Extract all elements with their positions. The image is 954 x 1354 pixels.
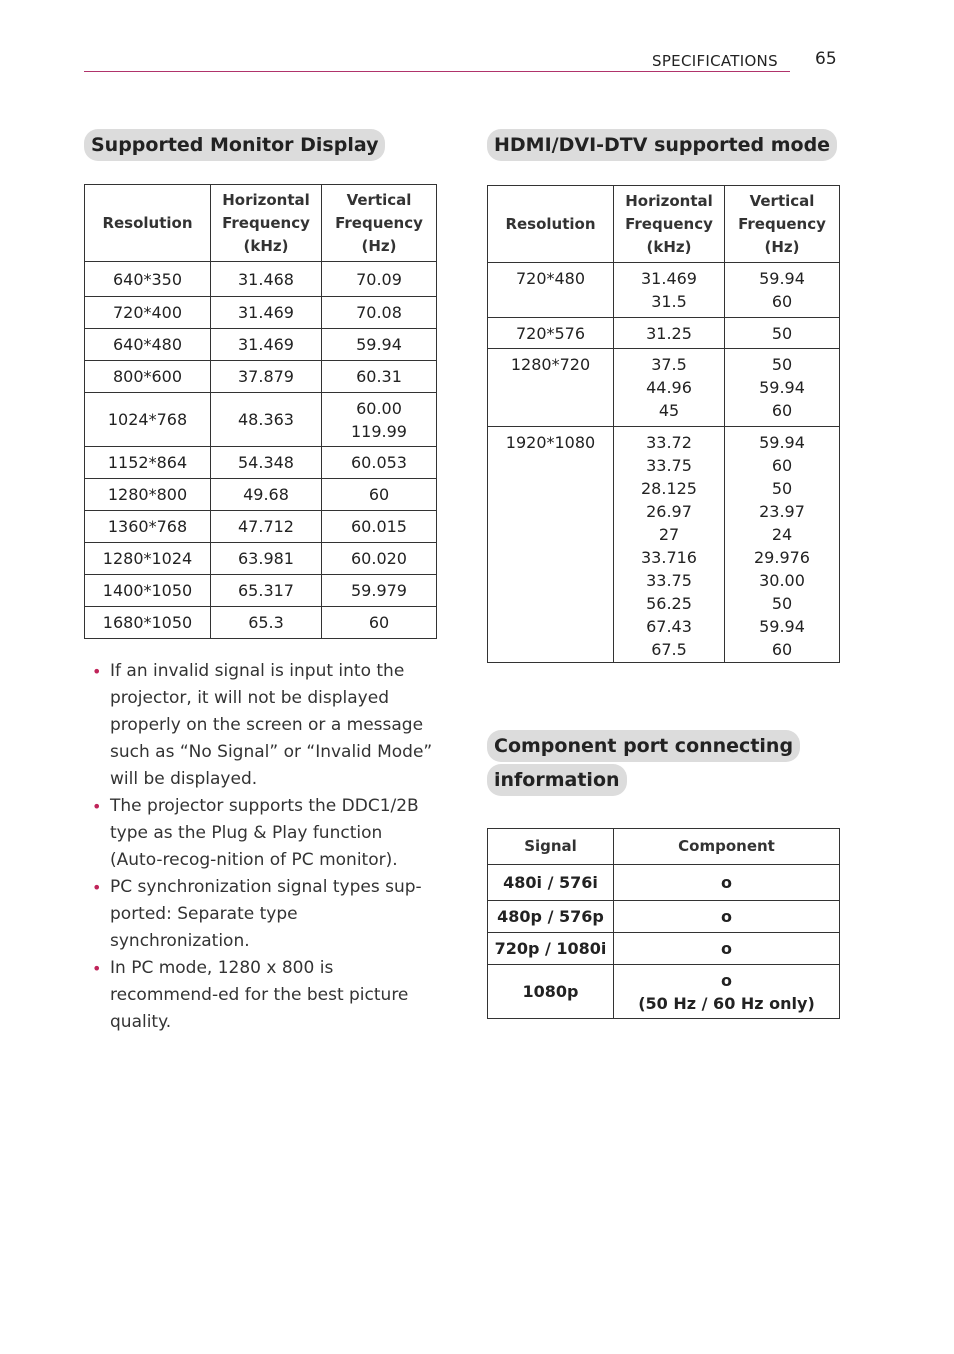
bullet-icon: • <box>92 959 102 978</box>
bullet-icon: • <box>92 797 102 816</box>
table-cell: o <box>614 901 840 933</box>
table-cell: 60.053 <box>322 447 437 479</box>
table-cell: 60.020 <box>322 543 437 575</box>
monitor-section-title: Supported Monitor Display <box>84 129 385 161</box>
hdmi-section-title: HDMI/DVI-DTV supported mode <box>487 129 837 161</box>
component-section-title-cont: information <box>487 764 627 796</box>
column-header: Resolution <box>85 185 211 262</box>
table-header-row <box>488 186 840 263</box>
table-cell: o <box>614 933 840 965</box>
column-header: Component <box>614 829 840 865</box>
table-cell: 1024*768 <box>85 393 211 447</box>
bullet-icon: • <box>92 662 102 681</box>
list-item <box>90 658 440 793</box>
table-row <box>488 427 840 663</box>
table-cell: 60 <box>322 607 437 639</box>
table-cell: 37.879 <box>211 361 322 393</box>
bullet-icon: • <box>92 878 102 897</box>
list-item <box>90 793 440 874</box>
section-title: SPECIFICATIONS <box>652 52 778 70</box>
table-row <box>488 933 840 965</box>
table-cell: 70.08 <box>322 297 437 329</box>
note-text: In PC mode, 1280 x 800 is recommend-ed for the best picture quality. <box>110 958 409 1032</box>
table-cell: 640*350 <box>85 262 211 297</box>
table-row <box>488 349 840 427</box>
note-text: If an invalid signal is input into the projector, it will not be displayed properly on the screen or a message such as “No Signal” or “Invalid Mode” will be displayed. <box>110 661 433 789</box>
table-row <box>85 393 437 447</box>
table-header-row <box>488 829 840 865</box>
table-cell: 63.981 <box>211 543 322 575</box>
table-cell: 65.3 <box>211 607 322 639</box>
table-row <box>488 901 840 933</box>
table-cell: 47.712 <box>211 511 322 543</box>
table-row <box>85 575 437 607</box>
table-row <box>85 447 437 479</box>
table-cell: 54.348 <box>211 447 322 479</box>
column-header: Horizontal Frequency (kHz) <box>614 186 725 263</box>
list-item <box>90 874 440 955</box>
table-cell: 59.94 60 50 23.97 24 29.976 30.00 50 59.94 60 <box>725 427 840 663</box>
table-row <box>488 318 840 349</box>
table-row <box>85 543 437 575</box>
table-row <box>85 511 437 543</box>
table-cell: 70.09 <box>322 262 437 297</box>
table-cell: 720*576 <box>488 318 614 349</box>
table-row <box>85 297 437 329</box>
column-header: Vertical Frequency (Hz) <box>322 185 437 262</box>
table-cell: 59.94 <box>322 329 437 361</box>
table-row <box>85 262 437 297</box>
table-cell: 59.979 <box>322 575 437 607</box>
list-item <box>90 955 440 1036</box>
table-cell: 480p / 576p <box>488 901 614 933</box>
header-rule <box>84 71 790 72</box>
notes-list <box>90 658 440 1036</box>
table-cell: 1280*720 <box>488 349 614 427</box>
table-cell: o (50 Hz / 60 Hz only) <box>614 965 840 1019</box>
table-cell: 1680*1050 <box>85 607 211 639</box>
table-row <box>85 607 437 639</box>
table-cell: 31.25 <box>614 318 725 349</box>
table-cell: 60.31 <box>322 361 437 393</box>
table-row <box>85 361 437 393</box>
table-cell: 65.317 <box>211 575 322 607</box>
table-cell: 60 <box>322 479 437 511</box>
table-row <box>488 865 840 901</box>
table-cell: 800*600 <box>85 361 211 393</box>
table-cell: 1920*1080 <box>488 427 614 663</box>
table-cell: 720p / 1080i <box>488 933 614 965</box>
table-cell: 50 <box>725 318 840 349</box>
table-cell: 1080p <box>488 965 614 1019</box>
table-cell: 1280*800 <box>85 479 211 511</box>
note-text: The projector supports the DDC1/2B type as the Plug & Play function (Auto-recog-nition of PC monitor). <box>110 796 419 870</box>
table-cell: 480i / 576i <box>488 865 614 901</box>
hdmi-table <box>487 185 840 663</box>
table-cell: 640*480 <box>85 329 211 361</box>
column-header: Resolution <box>488 186 614 263</box>
table-cell: 60.00 119.99 <box>322 393 437 447</box>
monitor-table <box>84 184 437 639</box>
table-header-row <box>85 185 437 262</box>
table-row <box>488 965 840 1019</box>
column-header: Signal <box>488 829 614 865</box>
table-cell: 720*400 <box>85 297 211 329</box>
table-row <box>85 329 437 361</box>
note-text: PC synchronization signal types sup-ported: Separate type synchronization. <box>110 877 422 951</box>
table-cell: o <box>614 865 840 901</box>
table-cell: 60.015 <box>322 511 437 543</box>
table-cell: 31.469 <box>211 297 322 329</box>
table-cell: 33.72 33.75 28.125 26.97 27 33.716 33.75 56.25 67.43 67.5 <box>614 427 725 663</box>
table-cell: 1400*1050 <box>85 575 211 607</box>
table-cell: 59.94 60 <box>725 263 840 318</box>
table-cell: 31.469 31.5 <box>614 263 725 318</box>
table-row <box>85 479 437 511</box>
table-cell: 37.5 44.96 45 <box>614 349 725 427</box>
table-cell: 1360*768 <box>85 511 211 543</box>
column-header: Vertical Frequency (Hz) <box>725 186 840 263</box>
table-row <box>488 263 840 318</box>
table-cell: 31.468 <box>211 262 322 297</box>
table-cell: 1152*864 <box>85 447 211 479</box>
table-cell: 1280*1024 <box>85 543 211 575</box>
component-table <box>487 828 840 1019</box>
table-cell: 50 59.94 60 <box>725 349 840 427</box>
page-number: 65 <box>815 49 837 69</box>
table-cell: 49.68 <box>211 479 322 511</box>
table-cell: 31.469 <box>211 329 322 361</box>
table-cell: 48.363 <box>211 393 322 447</box>
component-section-title: Component port connecting <box>487 730 800 762</box>
column-header: Horizontal Frequency (kHz) <box>211 185 322 262</box>
table-cell: 720*480 <box>488 263 614 318</box>
